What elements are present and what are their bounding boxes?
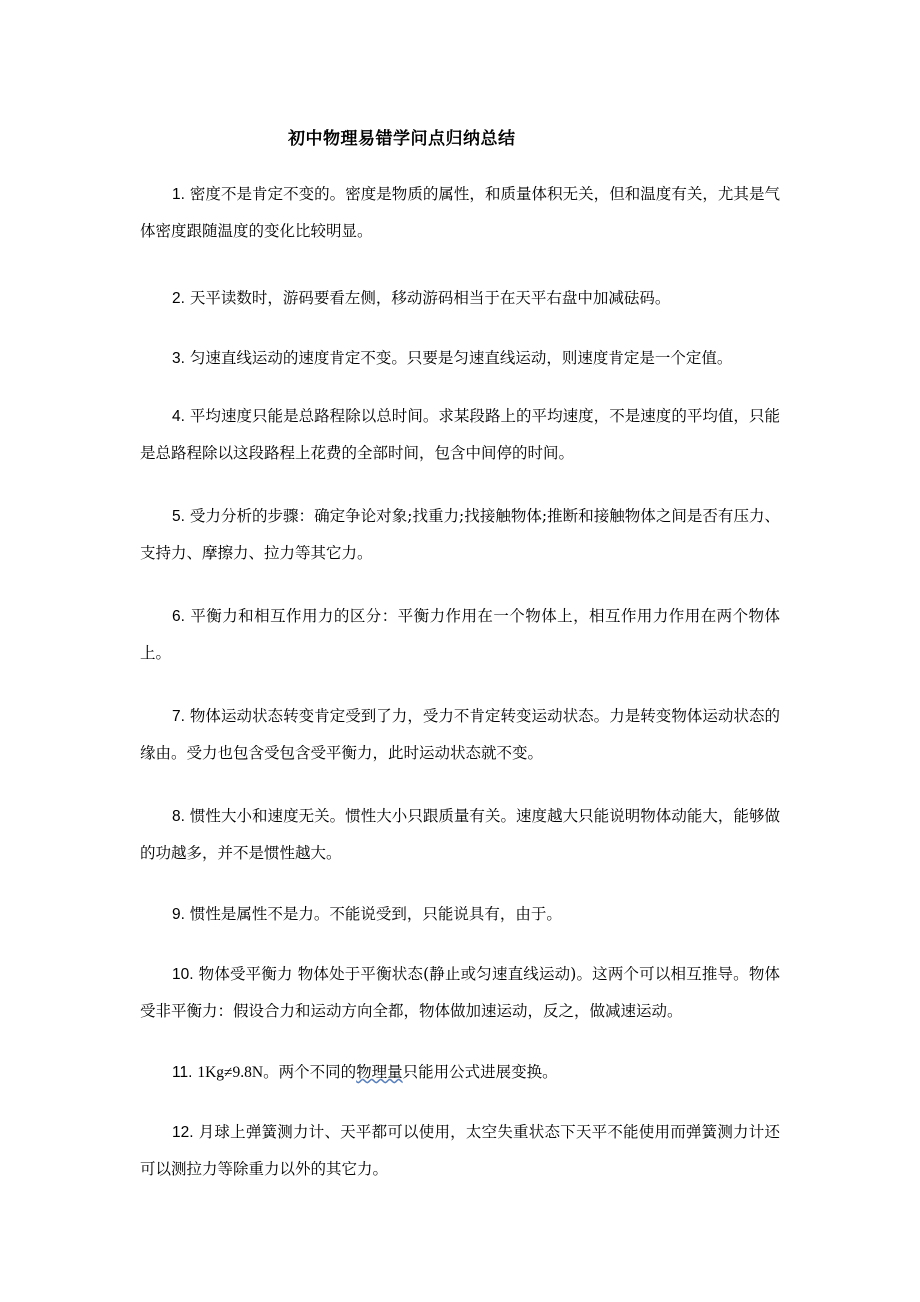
- list-item: [140, 798, 780, 871]
- item-text: 匀速直线运动的速度肯定不变。只要是匀速直线运动，则速度肯定是一个定值。: [189, 349, 733, 367]
- item-number: 8.: [172, 808, 185, 825]
- item-formula: 1Kg≠9.8N: [197, 1064, 264, 1081]
- spellcheck-underlined-term: 物理量: [356, 1063, 403, 1081]
- item-text: 平衡力和相互作用力的区分：平衡力作用在一个物体上，相互作用力作用在两个物体上。: [140, 607, 780, 662]
- item-number: 6.: [172, 608, 185, 625]
- item-text: 天平读数时，游码要看左侧，移动游码相当于在天平右盘中加减砝码。: [189, 289, 671, 307]
- item-number: 2.: [172, 290, 185, 307]
- item-text: 密度不是肯定不变的。密度是物质的属性，和质量体积无关，但和温度有关，尤其是气体密度跟随温度的变化比较明显。: [140, 185, 780, 240]
- list-item: [140, 340, 780, 377]
- item-text-pre: 。两个不同的: [263, 1063, 357, 1081]
- item-number: 11.: [172, 1064, 193, 1081]
- list-item: [140, 896, 780, 933]
- item-text-post: 只能用公式进展变换。: [402, 1063, 558, 1081]
- list-item: [140, 1054, 780, 1091]
- item-number: 3.: [172, 350, 185, 367]
- list-item: [140, 1114, 780, 1187]
- item-number: 9.: [172, 906, 185, 923]
- list-item: [140, 598, 780, 671]
- item-text: 物体运动状态转变肯定受到了力，受力不肯定转变运动状态。力是转变物体运动状态的缘由。受力也包含受包含受平衡力，此时运动状态就不变。: [140, 707, 780, 762]
- item-text: 平均速度只能是总路程除以总时间。求某段路上的平均速度，不是速度的平均值，只能是总路程除以这段路程上花费的全部时间，包含中间停的时间。: [140, 407, 780, 462]
- item-text: 物体受平衡力 物体处于平衡状态(静止或匀速直线运动)。这两个可以相互推导。物体受非平衡力：假设合力和运动方向全都，物体做加速运动，反之，做减速运动。: [140, 965, 780, 1020]
- item-text: 惯性大小和速度无关。惯性大小只跟质量有关。速度越大只能说明物体动能大，能够做的功越多，并不是惯性越大。: [140, 807, 780, 862]
- page-title: 初中物理易错学问点归纳总结: [288, 129, 516, 149]
- list-item: [140, 956, 780, 1029]
- item-number: 4.: [172, 408, 185, 425]
- list-item: [140, 398, 780, 471]
- item-number: 1.: [172, 186, 185, 203]
- item-text: 受力分析的步骤：确定争论对象;找重力;找接触物体;推断和接触物体之间是否有压力、支持力、摩擦力、拉力等其它力。: [140, 507, 780, 562]
- item-text: 惯性是属性不是力。不能说受到，只能说具有，由于。: [189, 905, 562, 923]
- item-number: 7.: [172, 708, 185, 725]
- list-item: [140, 176, 780, 249]
- item-number: 12.: [172, 1124, 194, 1141]
- list-item: [140, 280, 780, 317]
- item-number: 10.: [172, 966, 194, 983]
- list-item: [140, 698, 780, 771]
- item-number: 5.: [172, 508, 185, 525]
- list-item: [140, 498, 780, 571]
- item-text: 月球上弹簧测力计、天平都可以使用，太空失重状态下天平不能使用而弹簧测力计还可以测拉力等除重力以外的其它力。: [140, 1123, 780, 1178]
